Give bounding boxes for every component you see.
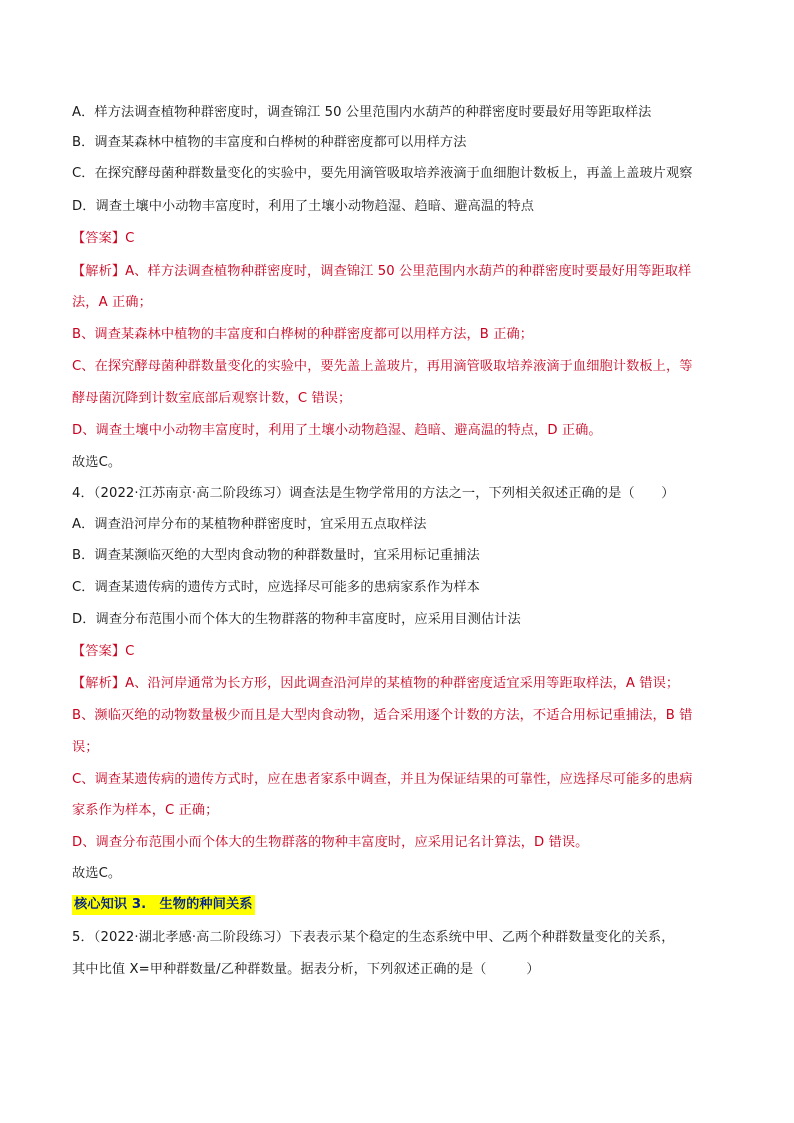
q3-analysis-line: 【解析】A、样方法调查植物种群密度时，调查锦江 50 公里范围内水葫芦的种群密度时要最好用等距取样 [72,264,692,279]
q4-analysis-line: 误； [72,740,99,755]
q4-analysis-line: B、濒临灭绝的动物数量极少而且是大型肉食动物，适合采用逐个计数的方法，不适合用标记重捕法，B 错 [72,708,693,723]
q4-stem: 4．（2022·江苏南京·高二阶段练习）调查法是生物学常用的方法之一，下列相关叙述正确的是（ ） [72,486,675,501]
q3-conclusion: 故选C。 [72,455,122,470]
q4-answer: 【答案】C [72,644,135,659]
q4-option-b: B．调查某濒临灭绝的大型肉食动物的种群数量时，宜采用标记重捕法 [72,548,480,563]
q4-analysis-line: D、调查分布范围小而个体大的生物群落的物种丰富度时，应采用记名计算法，D 错误。 [72,835,589,850]
q5-stem-line: 5．（2022·湖北孝感·高二阶段练习）下表表示某个稳定的生态系统中甲、乙两个种群数量变化的关系， [72,930,675,945]
q5-stem-line: 其中比值 X=甲种群数量/乙种群数量。据表分析，下列叙述正确的是（ ） [72,962,540,977]
q3-option-b: B．调查某森林中植物的丰富度和白桦树的种群密度都可以用样方法 [72,135,467,150]
q3-answer: 【答案】C [72,231,135,246]
q3-analysis-line: 酵母菌沉降到计数室底部后观察计数，C 错误； [72,391,352,406]
section-heading-wrapper [72,895,732,915]
q4-conclusion: 故选C。 [72,866,122,881]
section-heading: 核心知识 3. 生物的种间关系 [72,895,255,915]
q3-analysis-line: B、调查某森林中植物的丰富度和白桦树的种群密度都可以用样方法，B 正确； [72,327,534,342]
q3-analysis-line: C、在探究酵母菌种群数量变化的实验中，要先盖上盖玻片，再用滴管吸取培养液滴于血细胞计数板上，等 [72,359,693,374]
q3-option-d: D．调查土壤中小动物丰富度时，利用了土壤小动物趋湿、趋暗、避高温的特点 [72,199,535,214]
q3-analysis-line: 法，A 正确； [72,295,152,310]
q4-option-c: C．调查某遗传病的遗传方式时，应选择尽可能多的患病家系作为样本 [72,580,480,595]
q3-option-c: C．在探究酵母菌种群数量变化的实验中，要先用滴管吸取培养液滴于血细胞计数板上，再盖上盖玻片观察 [72,166,693,181]
q4-analysis-line: 家系作为样本，C 正确； [72,803,219,818]
q3-option-a: A．样方法调查植物种群密度时，调查锦江 50 公里范围内水葫芦的种群密度时要最好用等距取样法 [72,105,652,120]
q4-analysis-line: 【解析】A、沿河岸通常为长方形，因此调查沿河岸的某植物的种群密度适宜采用等距取样法，A 错误； [72,676,680,691]
q4-option-a: A．调查沿河岸分布的某植物种群密度时，宜采用五点取样法 [72,517,427,532]
q3-analysis-line: D、调查土壤中小动物丰富度时，利用了土壤小动物趋湿、趋暗、避高温的特点，D 正确。 [72,423,602,438]
q4-option-d: D．调查分布范围小而个体大的生物群落的物种丰富度时，应采用目测估计法 [72,612,521,627]
q4-analysis-line: C、调查某遗传病的遗传方式时，应在患者家系中调查，并且为保证结果的可靠性，应选择尽可能多的患病 [72,772,693,787]
